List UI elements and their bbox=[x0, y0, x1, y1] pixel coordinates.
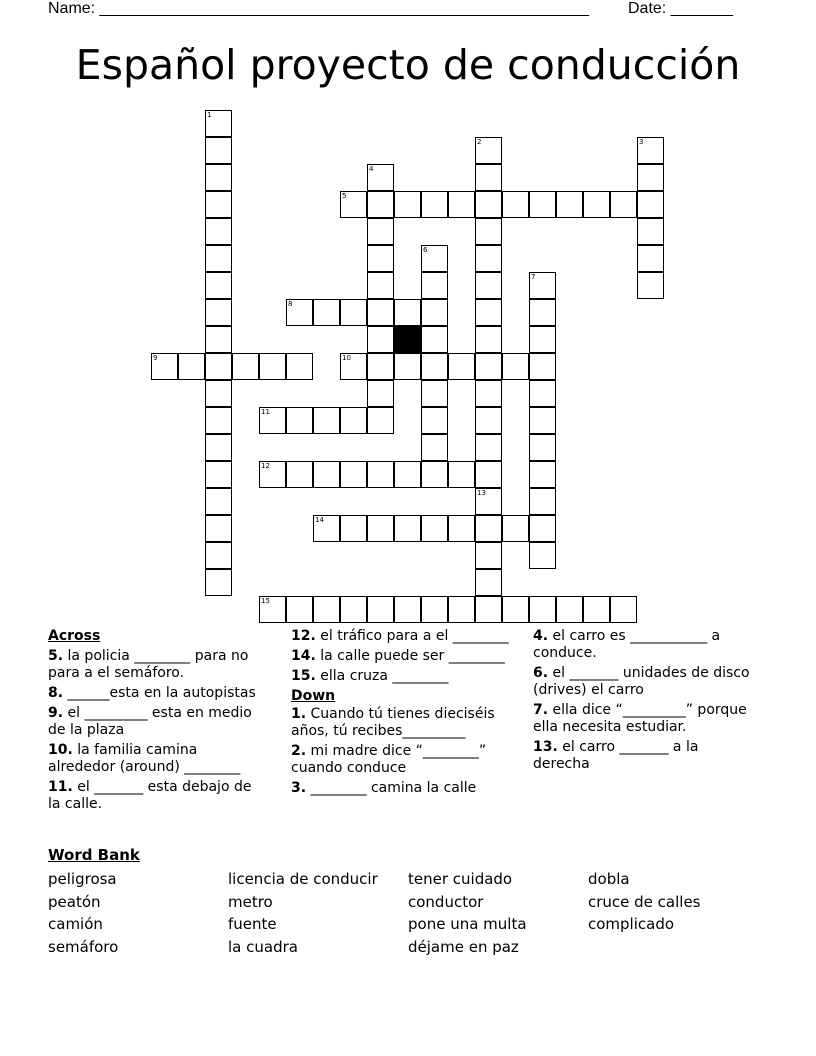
crossword-cell[interactable] bbox=[448, 191, 475, 218]
crossword-cell[interactable] bbox=[205, 434, 232, 461]
crossword-cell[interactable] bbox=[583, 191, 610, 218]
crossword-cell[interactable] bbox=[286, 407, 313, 434]
crossword-cell[interactable] bbox=[502, 515, 529, 542]
down-heading: Down bbox=[291, 688, 336, 704]
crossword-cell[interactable] bbox=[340, 299, 367, 326]
crossword-cell[interactable] bbox=[367, 407, 394, 434]
crossword-cell[interactable] bbox=[529, 488, 556, 515]
crossword-cell[interactable] bbox=[286, 461, 313, 488]
clue-across-11: 11. el _______ esta debajo de la calle. bbox=[48, 779, 252, 812]
clue-number: 11 bbox=[261, 408, 270, 416]
crossword-cell[interactable] bbox=[205, 326, 232, 353]
word-bank-item: peatón bbox=[48, 892, 101, 911]
clue-number: 9 bbox=[153, 354, 158, 362]
crossword-cell[interactable] bbox=[205, 245, 232, 272]
crossword-cell[interactable] bbox=[205, 488, 232, 515]
clue-number: 10 bbox=[342, 354, 351, 362]
crossword-cell[interactable] bbox=[529, 326, 556, 353]
crossword-cell[interactable] bbox=[394, 353, 421, 380]
crossword-cell[interactable] bbox=[313, 461, 340, 488]
clue-number: 2 bbox=[477, 138, 482, 146]
clue-down-2: 2. mi madre dice “________” cuando conduce bbox=[291, 743, 487, 776]
crossword-cell[interactable] bbox=[529, 596, 556, 623]
crossword-cell[interactable] bbox=[340, 515, 367, 542]
word-bank-column-4 bbox=[588, 868, 701, 936]
crossword-cell[interactable] bbox=[475, 461, 502, 488]
crossword-cell[interactable] bbox=[421, 596, 448, 623]
clue-across-5: 5. la policia ________ para no para a el semáforo. bbox=[48, 648, 249, 681]
crossword-cell[interactable] bbox=[205, 164, 232, 191]
crossword-cell[interactable] bbox=[367, 299, 394, 326]
crossword-cell[interactable] bbox=[448, 353, 475, 380]
crossword-cell[interactable] bbox=[205, 461, 232, 488]
crossword-cell[interactable] bbox=[313, 407, 340, 434]
crossword-cell[interactable] bbox=[367, 272, 394, 299]
word-bank-item: déjame en paz bbox=[408, 937, 519, 956]
clue-down-7: 7. ella dice “_________” porque ella necesita estudiar. bbox=[533, 702, 747, 735]
crossword-cell[interactable] bbox=[205, 542, 232, 569]
clue-number: 13 bbox=[477, 489, 486, 497]
word-bank-item: conductor bbox=[408, 892, 484, 911]
word-bank-item: metro bbox=[228, 892, 273, 911]
crossword-cell[interactable] bbox=[313, 299, 340, 326]
crossword-cell[interactable] bbox=[367, 380, 394, 407]
crossword-cell[interactable] bbox=[421, 299, 448, 326]
word-bank-item: camión bbox=[48, 915, 103, 933]
word-bank-item: pone una multa bbox=[408, 915, 527, 933]
crossword-cell[interactable] bbox=[367, 245, 394, 272]
crossword-cell[interactable] bbox=[475, 164, 502, 191]
clue-down-3: 3. ________ camina la calle bbox=[291, 780, 477, 796]
crossword-cell[interactable] bbox=[205, 191, 232, 218]
crossword-cell[interactable] bbox=[529, 542, 556, 569]
clue-number: 4 bbox=[369, 165, 374, 173]
crossword-cell[interactable] bbox=[421, 353, 448, 380]
crossword-cell[interactable] bbox=[286, 596, 313, 623]
crossword-cell[interactable] bbox=[205, 353, 232, 380]
crossword-cell[interactable] bbox=[205, 569, 232, 596]
clue-number: 12 bbox=[261, 462, 270, 470]
crossword-cell[interactable] bbox=[394, 461, 421, 488]
crossword-cell[interactable] bbox=[637, 164, 664, 191]
clue-down-13: 13. el carro _______ a la derecha bbox=[533, 739, 699, 772]
crossword-cell[interactable] bbox=[475, 434, 502, 461]
crossword-cell[interactable] bbox=[205, 137, 232, 164]
word-bank-item: la cuadra bbox=[228, 937, 298, 956]
crossword-cell[interactable] bbox=[421, 326, 448, 353]
crossword-cell[interactable] bbox=[475, 380, 502, 407]
crossword-cell[interactable] bbox=[421, 434, 448, 461]
crossword-cell[interactable] bbox=[205, 380, 232, 407]
crossword-cell[interactable] bbox=[394, 191, 421, 218]
crossword-cell[interactable] bbox=[502, 353, 529, 380]
clue-number: 7 bbox=[531, 273, 536, 281]
crossword-cell[interactable] bbox=[421, 407, 448, 434]
clues-column-2 bbox=[291, 628, 511, 800]
clues-column-3 bbox=[533, 628, 753, 776]
crossword-cell[interactable] bbox=[367, 461, 394, 488]
crossword-cell[interactable] bbox=[421, 380, 448, 407]
word-bank-item: semáforo bbox=[48, 937, 119, 956]
crossword-cell[interactable] bbox=[637, 191, 664, 218]
page-title: Español proyecto de conducción bbox=[75, 41, 741, 89]
crossword-cell[interactable] bbox=[205, 407, 232, 434]
crossword-cell[interactable] bbox=[421, 515, 448, 542]
crossword-cell[interactable] bbox=[421, 272, 448, 299]
crossword-cell[interactable] bbox=[367, 596, 394, 623]
crossword-cell[interactable] bbox=[529, 353, 556, 380]
clue-number: 15 bbox=[261, 597, 270, 605]
crossword-cell[interactable] bbox=[394, 299, 421, 326]
word-bank-item: licencia de conducir bbox=[228, 870, 378, 888]
crossword-cell[interactable] bbox=[529, 191, 556, 218]
crossword-cell[interactable] bbox=[529, 299, 556, 326]
crossword-cell[interactable] bbox=[475, 515, 502, 542]
crossword-cell[interactable] bbox=[475, 353, 502, 380]
crossword-cell[interactable] bbox=[502, 191, 529, 218]
crossword-cell[interactable] bbox=[529, 461, 556, 488]
crossword-cell[interactable] bbox=[475, 407, 502, 434]
crossword-cell[interactable] bbox=[475, 542, 502, 569]
word-bank-item: peligrosa bbox=[48, 870, 117, 888]
clue-number: 8 bbox=[288, 300, 293, 308]
crossword-cell[interactable] bbox=[367, 191, 394, 218]
clue-number: 1 bbox=[207, 111, 212, 119]
crossword-cell[interactable] bbox=[529, 407, 556, 434]
clue-across-9: 9. el _________ esta en medio de la plaza bbox=[48, 705, 252, 738]
crossword-black-cell bbox=[394, 326, 421, 353]
crossword-cell[interactable] bbox=[340, 461, 367, 488]
crossword-cell[interactable] bbox=[637, 272, 664, 299]
word-bank-item: complicado bbox=[588, 915, 675, 933]
crossword-cell[interactable] bbox=[448, 515, 475, 542]
clue-down-1: 1. Cuando tú tienes dieciséis años, tú recibes_________ bbox=[291, 706, 495, 739]
crossword-cell[interactable] bbox=[259, 353, 286, 380]
crossword-cell[interactable] bbox=[448, 461, 475, 488]
crossword-cell[interactable] bbox=[421, 191, 448, 218]
across-heading: Across bbox=[48, 628, 101, 644]
clue-number: 5 bbox=[342, 192, 347, 200]
crossword-cell[interactable] bbox=[583, 596, 610, 623]
clue-number: 14 bbox=[315, 516, 324, 524]
crossword-cell[interactable] bbox=[637, 218, 664, 245]
crossword-cell[interactable] bbox=[610, 191, 637, 218]
crossword-cell[interactable] bbox=[475, 569, 502, 596]
crossword-cell[interactable] bbox=[556, 596, 583, 623]
crossword-cell[interactable] bbox=[313, 596, 340, 623]
crossword-cell[interactable] bbox=[367, 218, 394, 245]
crossword-cell[interactable] bbox=[205, 515, 232, 542]
crossword-cell[interactable] bbox=[502, 596, 529, 623]
crossword-cell[interactable] bbox=[367, 326, 394, 353]
crossword-cell[interactable] bbox=[529, 380, 556, 407]
crossword-cell[interactable] bbox=[475, 299, 502, 326]
clue-number: 6 bbox=[423, 246, 428, 254]
clues-column-1 bbox=[48, 628, 268, 816]
clue-across-10: 10. la familia camina alrededor (around) ________ bbox=[48, 742, 241, 775]
word-bank-item: fuente bbox=[228, 915, 277, 933]
word-bank-heading: Word Bank bbox=[48, 846, 140, 864]
crossword-cell[interactable] bbox=[394, 596, 421, 623]
crossword-cell[interactable] bbox=[394, 515, 421, 542]
clue-down-6: 6. el _______ unidades de disco (drives) el carro bbox=[533, 665, 750, 698]
crossword-cell[interactable] bbox=[529, 515, 556, 542]
clue-across-14: 14. la calle puede ser ________ bbox=[291, 648, 505, 664]
crossword-cell[interactable] bbox=[205, 272, 232, 299]
crossword-cell[interactable] bbox=[205, 218, 232, 245]
clue-across-8: 8. ______esta en la autopistas bbox=[48, 685, 256, 701]
crossword-cell[interactable] bbox=[529, 434, 556, 461]
crossword-cell[interactable] bbox=[367, 353, 394, 380]
crossword-cell[interactable] bbox=[475, 245, 502, 272]
word-bank-column-3 bbox=[408, 868, 527, 958]
crossword-cell[interactable] bbox=[556, 191, 583, 218]
crossword-cell[interactable] bbox=[205, 299, 232, 326]
date-field: Date: _______ bbox=[628, 0, 733, 17]
crossword-cell[interactable] bbox=[367, 515, 394, 542]
name-field: Name: _______________________________________________________ bbox=[48, 0, 589, 17]
clue-across-12: 12. el tráfico para a el ________ bbox=[291, 628, 509, 644]
crossword-cell[interactable] bbox=[340, 596, 367, 623]
word-bank-item: tener cuidado bbox=[408, 870, 513, 888]
crossword-cell[interactable] bbox=[178, 353, 205, 380]
clue-number: 3 bbox=[639, 138, 644, 146]
crossword-cell[interactable] bbox=[475, 272, 502, 299]
clue-across-15: 15. ella cruza ________ bbox=[291, 668, 449, 684]
crossword-cell[interactable] bbox=[232, 353, 259, 380]
crossword-cell[interactable] bbox=[340, 407, 367, 434]
crossword-cell[interactable] bbox=[421, 461, 448, 488]
word-bank-item: cruce de calles bbox=[588, 892, 701, 911]
crossword-cell[interactable] bbox=[637, 245, 664, 272]
clue-down-4: 4. el carro es ___________ a conduce. bbox=[533, 628, 721, 661]
crossword-cell[interactable] bbox=[475, 596, 502, 623]
word-bank-item: dobla bbox=[588, 870, 630, 888]
word-bank-column-2 bbox=[228, 868, 378, 958]
crossword-cell[interactable] bbox=[475, 191, 502, 218]
word-bank-column-1 bbox=[48, 868, 118, 958]
crossword-cell[interactable] bbox=[475, 218, 502, 245]
crossword-cell[interactable] bbox=[286, 353, 313, 380]
crossword-cell[interactable] bbox=[610, 596, 637, 623]
crossword-cell[interactable] bbox=[448, 596, 475, 623]
crossword-cell[interactable] bbox=[475, 326, 502, 353]
